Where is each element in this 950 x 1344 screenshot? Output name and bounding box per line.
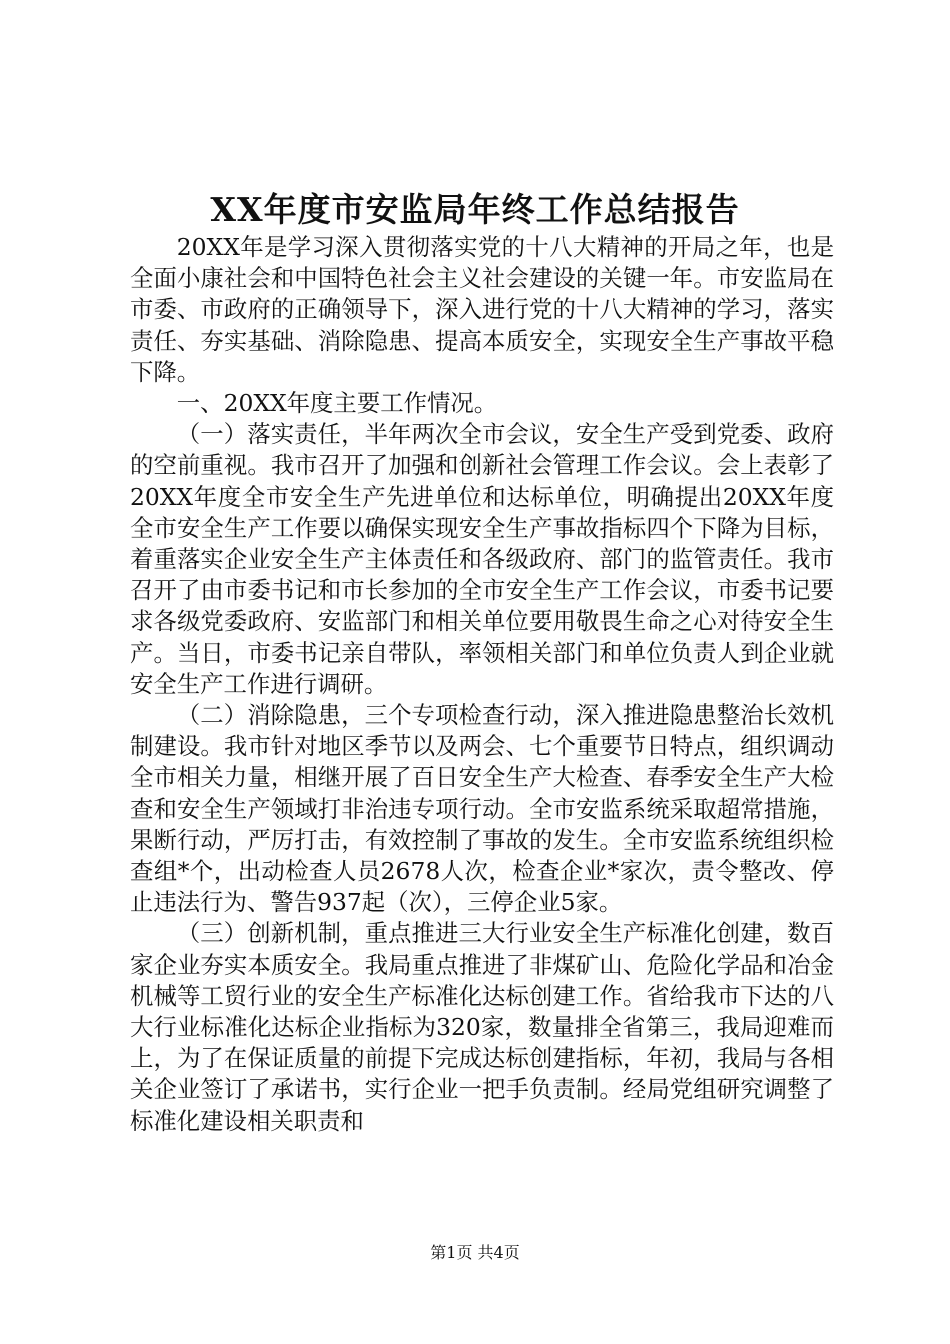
subsection-2-paragraph: （二）消除隐患，三个专项检查行动，深入推进隐患整治长效机制建设。我市针对地区季节以及两会、七个重要节日特点，组织调动全市相关力量，相继开展了百日安全生产大检查、春季安全生产大检查和安全生产领域打非治违专项行动。全市安监系统采取超常措施，果断行动，严厉打击，有效控制了事故的发生。全市安监系统组织检查组*个，出动检查人员2678人次，检查企业*家次，责令整改、停止违法行为、警告937起（次），三停企业5家。 bbox=[130, 701, 834, 917]
subsection-3-paragraph: （三）创新机制，重点推进三大行业安全生产标准化创建，数百家企业夯实本质安全。我局重点推进了非煤矿山、危险化学品和冶金机械等工贸行业的安全生产标准化达标创建工作。省给我市下达的八大行业标准化达标企业指标为320家，数量排全省第三，我局迎难而上，为了在保证质量的前提下完成达标创建指标，年初，我局与各相关企业签订了承诺书，实行企业一把手负责制。经局党组研究调整了标准化建设相关职责和 bbox=[130, 919, 834, 1135]
page-footer: 第1页 共4页 bbox=[430, 1243, 520, 1262]
document-title: XX年度市安监局年终工作总结报告 bbox=[210, 190, 740, 229]
subsection-1-paragraph: （一）落实责任，半年两次全市会议，安全生产受到党委、政府的空前重视。我市召开了加强和创新社会管理工作会议。会上表彰了20XX年度全市安全生产先进单位和达标单位，明确提出20XX年度全市安全生产工作要以确保实现安全生产事故指标四个下降为目标，着重落实企业安全生产主体责任和各级政府、部门的监管责任。我市召开了由市委书记和市长参加的全市安全生产工作会议，市委书记要求各级党委政府、安监部门和相关单位要用敬畏生命之心对待安全生产。当日，市委书记亲自带队，率领相关部门和单位负责人到企业就安全生产工作进行调研。 bbox=[130, 420, 834, 698]
section-heading: 一、20XX年度主要工作情况。 bbox=[176, 389, 498, 418]
intro-paragraph: 20XX年是学习深入贯彻落实党的十八大精神的开局之年，也是全面小康社会和中国特色社会主义社会建设的关键一年。市安监局在市委、市政府的正确领导下，深入进行党的十八大精神的学习，落实责任、夯实基础、消除隐患、提高本质安全，实现安全生产事故平稳下降。 bbox=[130, 233, 834, 386]
document-body bbox=[130, 232, 834, 1137]
